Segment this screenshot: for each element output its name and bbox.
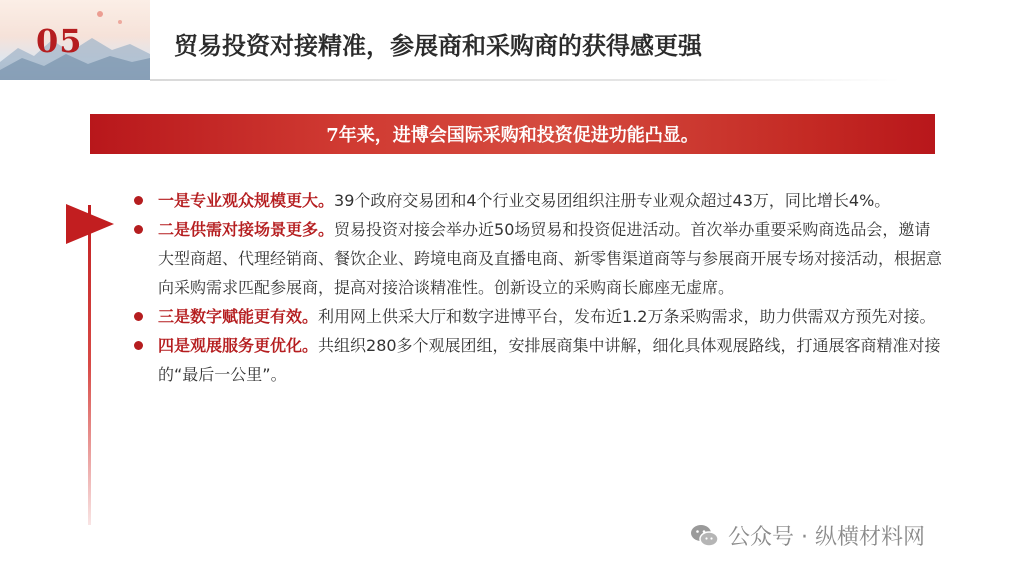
- section-number: 05: [36, 22, 83, 60]
- wechat-icon: [690, 523, 720, 549]
- summary-banner: [90, 114, 935, 154]
- bullet-icon: [134, 225, 143, 234]
- watermark: [690, 520, 925, 551]
- list-item: [134, 302, 944, 331]
- list-item: [134, 186, 944, 215]
- bullet-icon: [134, 196, 143, 205]
- title-divider: [150, 79, 900, 81]
- item-heading: 四是观展服务更优化。: [158, 336, 319, 355]
- bullet-icon: [134, 341, 143, 350]
- list-item: [134, 331, 944, 389]
- item-body: 贸易投资对接会举办近50场贸易和投资促进活动。首次举办重要采购商选品会，邀请大型商超、代理经销商、餐饮企业、跨境电商及直播电商、新零售渠道商等与参展商开展专场对接活动，根据意向采购需求匹配参展商，提高对接洽谈精准性。创新设立的采购商长廊座无虚席。: [158, 220, 943, 297]
- list-item: [134, 215, 944, 302]
- bullet-list: [134, 186, 944, 389]
- item-heading: 三是数字赋能更有效。: [158, 307, 319, 326]
- banner-text: 7年来，进博会国际采购和投资促进功能凸显。: [326, 125, 699, 146]
- item-body: 39个政府交易团和4个行业交易团组织注册专业观众超过43万，同比增长4%。: [334, 191, 891, 210]
- page-title: 贸易投资对接精准，参展商和采购商的获得感更强: [174, 31, 702, 60]
- item-heading: 一是专业观众规模更大。: [158, 191, 335, 210]
- item-body: 利用网上供采大厅和数字进博平台，发布近1.2万条采购需求，助力供需双方预先对接。: [318, 307, 936, 326]
- red-flag-icon: [66, 202, 114, 246]
- flag-pole-decoration: [88, 205, 91, 525]
- bullet-icon: [134, 312, 143, 321]
- item-heading: 二是供需对接场景更多。: [158, 220, 335, 239]
- watermark-text: 公众号 · 纵横材料网: [728, 525, 925, 550]
- header-decoration: [0, 0, 150, 80]
- item-body: 共组织280多个观展团组，安排展商集中讲解，细化具体观展路线，打通展客商精准对接的“最后一公里”。: [158, 336, 941, 384]
